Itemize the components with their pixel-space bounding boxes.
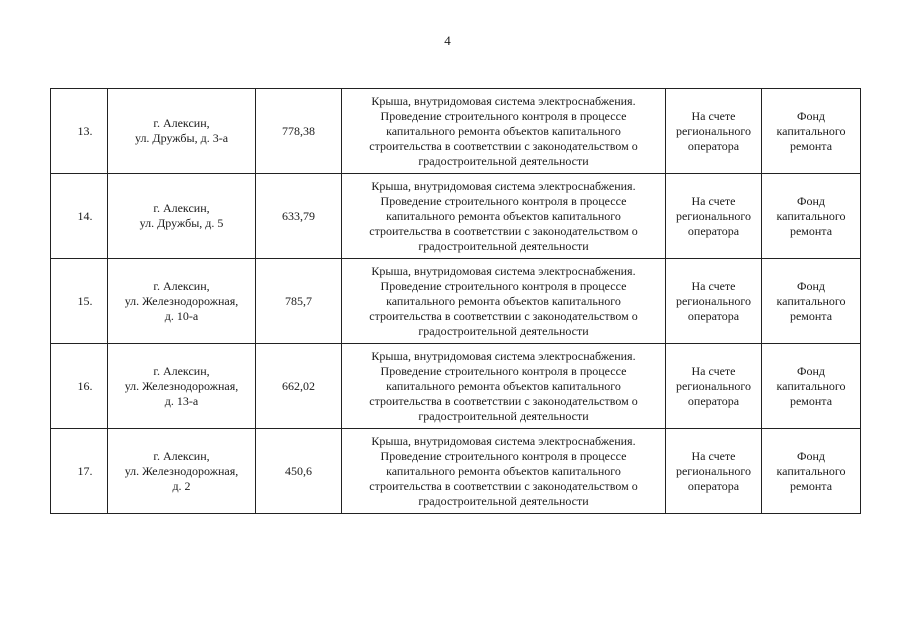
account-cell-line: На счете xyxy=(691,278,736,293)
area-cell: 450,6 xyxy=(256,429,342,514)
funding-source-cell-line: капитального xyxy=(776,463,846,478)
funding-source-cell-line: капитального xyxy=(776,293,846,308)
work-description-cell-line: строительства в соответствии с законодательством о xyxy=(369,308,638,323)
table-row xyxy=(51,174,861,259)
funding-source-cell-line: ремонта xyxy=(789,223,833,238)
works-table-body xyxy=(51,89,861,514)
work-description-cell xyxy=(342,174,666,259)
work-description-cell-line: строительства в соответствии с законодательством о xyxy=(369,223,638,238)
account-cell xyxy=(666,174,762,259)
funding-source-cell-line: капитального xyxy=(776,208,846,223)
row-number: 17. xyxy=(51,429,108,514)
page-number: 4 xyxy=(444,33,451,48)
work-description-cell xyxy=(342,344,666,429)
address-cell-line: г. Алексин, xyxy=(153,448,210,463)
account-cell xyxy=(666,429,762,514)
account-cell-line: оператора xyxy=(687,478,740,493)
work-description-cell-line: Крыша, внутридомовая система электроснабжения. xyxy=(371,433,636,448)
account-cell xyxy=(666,89,762,174)
work-description-cell-line: Крыша, внутридомовая система электроснабжения. xyxy=(371,93,636,108)
work-description-cell-line: градостроительной деятельности xyxy=(418,323,589,338)
funding-source-cell xyxy=(762,429,861,514)
work-description-cell-line: капитального ремонта объектов капитального xyxy=(386,123,621,138)
account-cell-line: На счете xyxy=(691,193,736,208)
work-description-cell-line: строительства в соответствии с законодательством о xyxy=(369,393,638,408)
table-row xyxy=(51,429,861,514)
account-cell-line: регионального xyxy=(675,123,752,138)
address-cell xyxy=(108,344,256,429)
funding-source-cell-line: Фонд xyxy=(796,193,825,208)
account-cell-line: регионального xyxy=(675,463,752,478)
address-cell xyxy=(108,89,256,174)
work-description-cell xyxy=(342,89,666,174)
work-description-cell-line: Проведение строительного контроля в процессе xyxy=(380,193,627,208)
address-cell-line: г. Алексин, xyxy=(153,201,210,215)
work-description-cell-line: градостроительной деятельности xyxy=(418,238,589,253)
funding-source-cell-line: ремонта xyxy=(789,393,833,408)
address-cell-line: ул. Дружбы, д. 5 xyxy=(139,216,224,230)
address-cell xyxy=(108,429,256,514)
account-cell-line: На счете xyxy=(691,108,736,123)
address-cell-line: г. Алексин, xyxy=(153,278,210,293)
work-description-cell-line: Проведение строительного контроля в процессе xyxy=(380,448,627,463)
work-description-cell-line: строительства в соответствии с законодательством о xyxy=(369,478,638,493)
account-cell xyxy=(666,259,762,344)
funding-source-cell-line: Фонд xyxy=(796,278,825,293)
table-row xyxy=(51,89,861,174)
account-cell-line: оператора xyxy=(687,308,740,323)
funding-source-cell-line: капитального xyxy=(776,123,846,138)
work-description-cell-line: Проведение строительного контроля в процессе xyxy=(380,363,627,378)
address-cell-line: ул. Железнодорожная, xyxy=(124,463,239,478)
address-cell-line: д. 10-а xyxy=(164,308,199,323)
work-description-cell-line: градостроительной деятельности xyxy=(418,153,589,168)
work-description-cell-line: капитального ремонта объектов капитального xyxy=(386,378,621,393)
funding-source-cell-line: ремонта xyxy=(789,308,833,323)
address-cell-line: ул. Дружбы, д. 3-а xyxy=(134,131,229,145)
funding-source-cell xyxy=(762,259,861,344)
address-cell-line: ул. Железнодорожная, xyxy=(124,293,239,308)
account-cell-line: На счете xyxy=(691,448,736,463)
address-cell-line: ул. Железнодорожная, xyxy=(124,378,239,393)
funding-source-cell xyxy=(762,89,861,174)
funding-source-cell-line: Фонд xyxy=(796,448,825,463)
row-number: 16. xyxy=(51,344,108,429)
address-cell-line: г. Алексин, xyxy=(153,116,210,130)
area-cell: 662,02 xyxy=(256,344,342,429)
account-cell-line: регионального xyxy=(675,378,752,393)
table-row xyxy=(51,344,861,429)
work-description-cell-line: строительства в соответствии с законодательством о xyxy=(369,138,638,153)
area-cell: 633,79 xyxy=(256,174,342,259)
work-description-cell-line: капитального ремонта объектов капитального xyxy=(386,293,621,308)
account-cell-line: На счете xyxy=(691,363,736,378)
address-cell xyxy=(108,174,256,259)
account-cell-line: регионального xyxy=(675,293,752,308)
row-number: 13. xyxy=(51,89,108,174)
work-description-cell-line: Крыша, внутридомовая система электроснабжения. xyxy=(371,263,636,278)
address-cell-line: д. 13-а xyxy=(164,393,199,408)
work-description-cell-line: Проведение строительного контроля в процессе xyxy=(380,278,627,293)
row-number: 14. xyxy=(51,174,108,259)
account-cell-line: оператора xyxy=(687,223,740,238)
address-cell-line: д. 2 xyxy=(172,478,191,493)
area-cell: 785,7 xyxy=(256,259,342,344)
row-number: 15. xyxy=(51,259,108,344)
area-cell: 778,38 xyxy=(256,89,342,174)
work-description-cell-line: Крыша, внутридомовая система электроснабжения. xyxy=(371,178,636,193)
address-cell-line: г. Алексин, xyxy=(153,363,210,378)
account-cell-line: оператора xyxy=(687,393,740,408)
work-description-cell-line: Крыша, внутридомовая система электроснабжения. xyxy=(371,348,636,363)
work-description-cell-line: капитального ремонта объектов капитального xyxy=(386,208,621,223)
funding-source-cell xyxy=(762,344,861,429)
funding-source-cell-line: ремонта xyxy=(789,138,833,153)
funding-source-cell-line: ремонта xyxy=(789,478,833,493)
work-description-cell-line: градостроительной деятельности xyxy=(418,493,589,508)
funding-source-cell xyxy=(762,174,861,259)
account-cell-line: регионального xyxy=(675,208,752,223)
work-description-cell xyxy=(342,429,666,514)
funding-source-cell-line: Фонд xyxy=(796,363,825,378)
account-cell-line: оператора xyxy=(687,138,740,153)
works-table xyxy=(50,88,861,514)
funding-source-cell-line: Фонд xyxy=(796,108,825,123)
work-description-cell xyxy=(342,259,666,344)
work-description-cell-line: Проведение строительного контроля в процессе xyxy=(380,108,627,123)
table-row xyxy=(51,259,861,344)
funding-source-cell-line: капитального xyxy=(776,378,846,393)
address-cell xyxy=(108,259,256,344)
work-description-cell-line: капитального ремонта объектов капитального xyxy=(386,463,621,478)
work-description-cell-line: градостроительной деятельности xyxy=(418,408,589,423)
account-cell xyxy=(666,344,762,429)
